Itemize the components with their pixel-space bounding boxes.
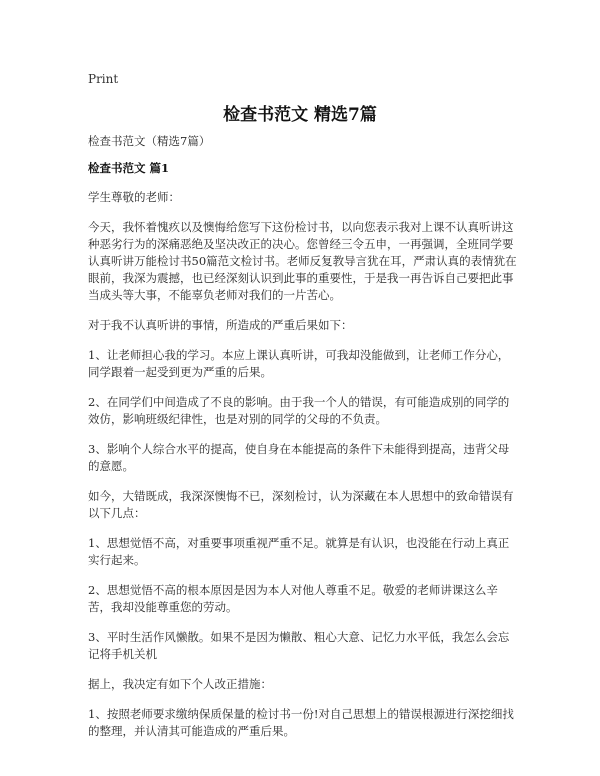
list-item: 2、思想觉悟不高的根本原因是因为本人对他人尊重不足。敬爱的老师讲课这么辛苦，我却没能尊重您的劳动。 [88, 583, 498, 614]
print-label: Print [88, 72, 119, 86]
paragraph: 对于我不认真听讲的事情，所造成的严重后果如下： [88, 318, 353, 332]
list-item: 3、平时生活作风懒散。如果不是因为懒散、粗心大意、记忆力水平低，我怎么会忘记将手机关机 [88, 630, 510, 661]
list-item: 1、让老师担心我的学习。本应上课认真听讲，可我却没能做到，让老师工作分心，同学跟着一起受到更为严重的后果。 [88, 348, 510, 379]
paragraph: 据上，我决定有如下个人改正措施： [88, 677, 272, 691]
paragraph: 今天，我怀着愧疚以及懊悔给您写下这份检讨书，以向您表示我对上课不认真听讲这种恶劣行为的深痛恶绝及坚决改正的决心。您曾经三令五申，一再强调，全班同学要认真听讲万能检讨书50篇范文检讨书。老师反复教导言犹在耳，严肃认真的表情犹在眼前，我深为震撼，也已经深刻认识到此事的重要性，于是我一再告诉自己要把此事当成头等大事，不能辜负老师对我们的一片苦心。 [88, 220, 517, 302]
document-subtitle: 检查书范文（精选7篇） [88, 134, 211, 148]
paragraph: 如今，大错既成，我深深懊悔不已，深刻检讨，认为深藏在本人思想中的致命错误有以下几点： [88, 489, 514, 520]
page-title: 检查书范文 精选7篇 [223, 105, 377, 125]
list-item: 2、在同学们中间造成了不良的影响。由于我一个人的错误，有可能造成别的同学的效仿，影响班级纪律性，也是对别的同学的父母的不负责。 [88, 395, 510, 426]
document-body [88, 133, 518, 753]
list-item: 1、按照老师要求缴纳保质保量的检讨书一份!对自己思想上的错误根源进行深挖细找的整理，并认清其可能造成的严重后果。 [88, 707, 514, 738]
list-item: 1、思想觉悟不高，对重要事项重视严重不足。就算是有认识，也没能在行动上真正实行起来。 [88, 536, 510, 567]
list-item: 3、影响个人综合水平的提高，使自身在本能提高的条件下未能得到提高，违背父母的意愿。 [88, 442, 510, 473]
paragraph-salutation: 学生尊敬的老师： [88, 190, 180, 204]
section-heading: 检查书范文 篇1 [88, 161, 170, 175]
